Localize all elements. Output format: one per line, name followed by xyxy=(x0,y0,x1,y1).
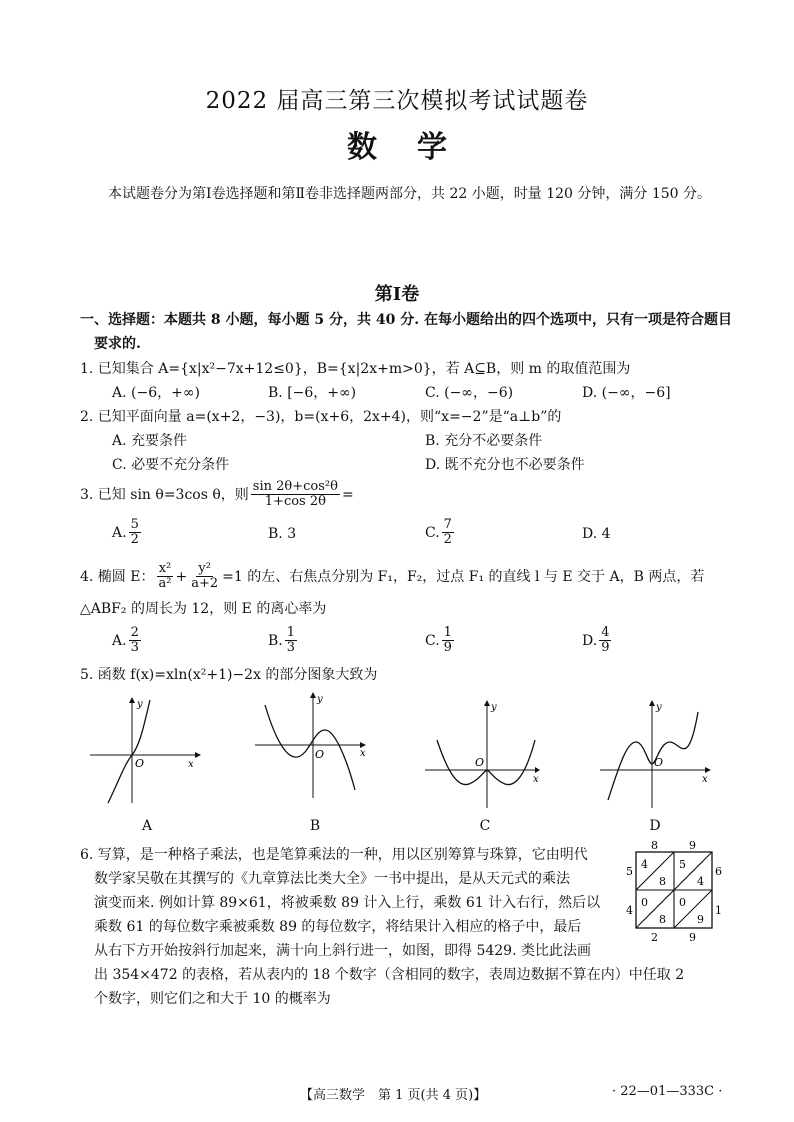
q5-graph-c-y-label: y xyxy=(491,702,497,713)
q5-graph-b-curve xyxy=(265,705,355,790)
q4-option-d-den: 9 xyxy=(601,640,610,655)
q6-cell-1-upper: 4 xyxy=(641,858,648,871)
q5-graph-b-y-label: y xyxy=(317,694,323,705)
q4-option-c-letter: C. xyxy=(425,632,440,649)
subject-title: 数学 xyxy=(347,130,487,165)
q3-stem xyxy=(80,480,354,509)
q5-graph-b xyxy=(255,690,370,800)
q4-fraction-1 xyxy=(156,562,173,591)
q6-cell-3-upper: 0 xyxy=(641,896,648,909)
q5-graph-d-y-label: y xyxy=(656,702,662,713)
q4-option-d xyxy=(582,626,613,655)
q6-top-digit-2: 9 xyxy=(689,840,696,852)
q5-graph-d-curve xyxy=(608,712,698,800)
q5-graph-c-origin: O xyxy=(475,756,485,769)
q6-line-3: 演变而来. 例如计算 89×61，将被乘数 89 计入上行，乘数 61 计入右行，然后以 xyxy=(94,895,601,911)
q3-stem-suffix: = xyxy=(341,486,354,503)
q4-option-c-num: 1 xyxy=(443,625,452,640)
q3-option-d: D. 4 xyxy=(582,526,611,542)
q6-line-7: 个数字，则它们之和大于 10 的概率为 xyxy=(94,991,331,1007)
q6-cell-2-upper: 5 xyxy=(679,858,686,871)
q1-option-a: A. (−6，+∞) xyxy=(112,385,200,401)
q3-option-a-num: 5 xyxy=(130,517,139,532)
q3-option-a-fraction xyxy=(129,518,141,547)
q4-option-d-letter: D. xyxy=(582,632,598,649)
q5-graph-a-y-label: y xyxy=(137,699,143,710)
footer-code: · 22—01—333C · xyxy=(612,1084,723,1099)
q3-fraction-denominator: 1+cos 2θ xyxy=(264,494,326,509)
q1-option-b: B. [−6，+∞) xyxy=(268,385,357,401)
q2-option-b: B. 充分不必要条件 xyxy=(425,433,543,449)
q4-option-c-den: 9 xyxy=(443,640,452,655)
q4-option-a-letter: A. xyxy=(112,632,127,649)
q4-option-a-num: 2 xyxy=(130,625,139,640)
footer-page-info: 【高三数学 第 1 页(共 4 页)】 xyxy=(300,1088,487,1103)
q5-stem: 5. 函数 f(x)=xln(x²+1)−2x 的部分图象大致为 xyxy=(80,667,378,683)
q3-stem-prefix: 3. 已知 sin θ=3cos θ，则 xyxy=(80,486,249,503)
q6-right-digit-2: 1 xyxy=(715,904,722,917)
q6-line-1: 6. 写算，是一种格子乘法，也是笔算乘法的一种，用以区别筹算与珠算，它由明代 xyxy=(80,847,588,863)
q6-line-2: 数学家吴敬在其撰写的《九章算法比类大全》一书中提出，是从天元式的乘法 xyxy=(94,871,570,887)
q6-top-digit-1: 8 xyxy=(651,840,658,852)
q3-option-c-num: 7 xyxy=(443,517,452,532)
q1-option-d: D. (−∞，−6] xyxy=(582,385,671,401)
q4-f2-num: y² xyxy=(198,561,211,576)
q4-option-d-fraction xyxy=(599,626,611,655)
q4-option-b-fraction xyxy=(285,626,297,655)
q6-cell-4-upper: 0 xyxy=(679,896,686,909)
q5-graph-d xyxy=(600,700,715,810)
q4-option-a-fraction xyxy=(129,626,141,655)
q2-option-d: D. 既不充分也不必要条件 xyxy=(425,457,585,473)
q6-lattice-grid xyxy=(626,840,722,946)
q4-option-c xyxy=(425,626,456,655)
q4-suffix: =1 的左、右焦点分别为 F₁，F₂，过点 F₁ 的直线 l 与 E 交于 A，B 两点，若 xyxy=(222,568,705,585)
q5-graph-b-origin: O xyxy=(315,748,325,761)
q4-option-b xyxy=(268,626,299,655)
q5-label-a: A xyxy=(141,818,153,834)
q3-option-c xyxy=(425,518,456,547)
q3-option-a-letter: A. xyxy=(112,524,127,541)
q4-prefix: 4. 椭圆 E： xyxy=(80,568,155,585)
q1-stem: 1. 已知集合 A={x|x²−7x+12≤0}，B={x|2x+m>0}，若 A⊆B，则 m 的取值范围为 xyxy=(80,361,631,377)
q4-option-b-letter: B. xyxy=(268,632,283,649)
q6-right-digit-1: 6 xyxy=(715,865,722,878)
q4-f1-num: x² xyxy=(158,561,172,576)
q3-option-a-den: 2 xyxy=(130,532,139,547)
exam-intro: 本试题卷分为第Ⅰ卷选择题和第Ⅱ卷非选择题两部分，共 22 小题，时量 120 分钟，满分 150 分。 xyxy=(108,186,712,202)
q6-bottom-digit-2: 9 xyxy=(689,931,696,944)
q5-graph-c-curve xyxy=(437,740,535,785)
q4-option-c-fraction xyxy=(442,626,454,655)
q3-option-c-den: 2 xyxy=(443,532,452,547)
q5-graph-a-origin: O xyxy=(135,757,145,770)
q6-stem xyxy=(80,843,685,1011)
q6-cell-1-lower: 8 xyxy=(659,875,666,888)
section-heading: 一、选择题：本题共 8 小题，每小题 5 分，共 40 分. 在每小题给出的四个选项中，只有一项是符合题目要求的. xyxy=(80,312,732,352)
q6-cell-3-lower: 8 xyxy=(659,913,666,926)
q4-fraction-2 xyxy=(189,562,220,591)
q4-f2-den: a+2 xyxy=(191,576,219,591)
q5-graph-b-x-label: x xyxy=(360,748,366,759)
q2-option-a: A. 充要条件 xyxy=(112,433,188,449)
q4-option-a-den: 3 xyxy=(130,640,139,655)
q6-line-4: 乘数 61 的每位数字乘被乘数 89 的每位数字，将结果计入相应的格子中，最后 xyxy=(94,919,582,935)
q5-graph-a xyxy=(90,695,205,805)
q3-fraction xyxy=(251,480,340,509)
q4-plus: + xyxy=(175,568,188,585)
part1-title: 第Ⅰ卷 xyxy=(374,284,420,305)
q5-label-c: C xyxy=(479,818,491,834)
q3-fraction-numerator: sin 2θ+cos²θ xyxy=(252,479,338,494)
q6-left-digit-2: 4 xyxy=(626,904,633,917)
q4-stem-line2: △ABF₂ 的周长为 12，则 E 的离心率为 xyxy=(80,601,327,617)
q5-label-b: B xyxy=(309,818,321,834)
q3-option-b: B. 3 xyxy=(268,526,297,542)
q6-bottom-digit-1: 2 xyxy=(651,931,658,944)
q3-option-c-fraction xyxy=(442,518,454,547)
q5-graph-d-origin: O xyxy=(654,756,664,769)
q2-stem: 2. 已知平面向量 a=(x+2，−3)，b=(x+6，2x+4)，则“x=−2”是“a⊥b”的 xyxy=(80,409,562,425)
q6-line-5: 从右下方开始按斜行加起来，满十向上斜行进一，如图，即得 5429. 类比此法画 xyxy=(94,943,591,959)
q4-option-d-num: 4 xyxy=(601,625,610,640)
q5-graph-a-x-label: x xyxy=(188,759,194,770)
q5-graph-d-x-label: x xyxy=(702,774,708,785)
q4-option-b-den: 3 xyxy=(286,640,296,655)
q5-graph-a-curve xyxy=(108,700,150,803)
q4-f1-den: a² xyxy=(158,576,172,591)
q4-option-b-num: 1 xyxy=(286,625,296,640)
q5-graph-c-x-label: x xyxy=(533,774,539,785)
q6-cell-2-lower: 4 xyxy=(697,875,704,888)
q5-label-d: D xyxy=(649,818,661,834)
q3-option-a xyxy=(112,518,143,547)
q6-line-6: 出 354×472 的表格，若从表内的 18 个数字（含相同的数字，表周边数据不算在内）中任取 2 xyxy=(94,967,685,983)
q6-cell-4-lower: 9 xyxy=(697,913,704,926)
q4-option-a xyxy=(112,626,143,655)
q4-stem-line1 xyxy=(80,562,704,591)
q6-left-digit-1: 5 xyxy=(626,865,633,878)
q2-option-c: C. 必要不充分条件 xyxy=(112,457,230,473)
exam-title: 2022 届高三第三次模拟考试试题卷 xyxy=(205,88,589,114)
q3-option-c-letter: C. xyxy=(425,524,440,541)
q1-option-c: C. (−∞，−6) xyxy=(425,385,514,401)
q5-graph-c xyxy=(425,700,540,810)
